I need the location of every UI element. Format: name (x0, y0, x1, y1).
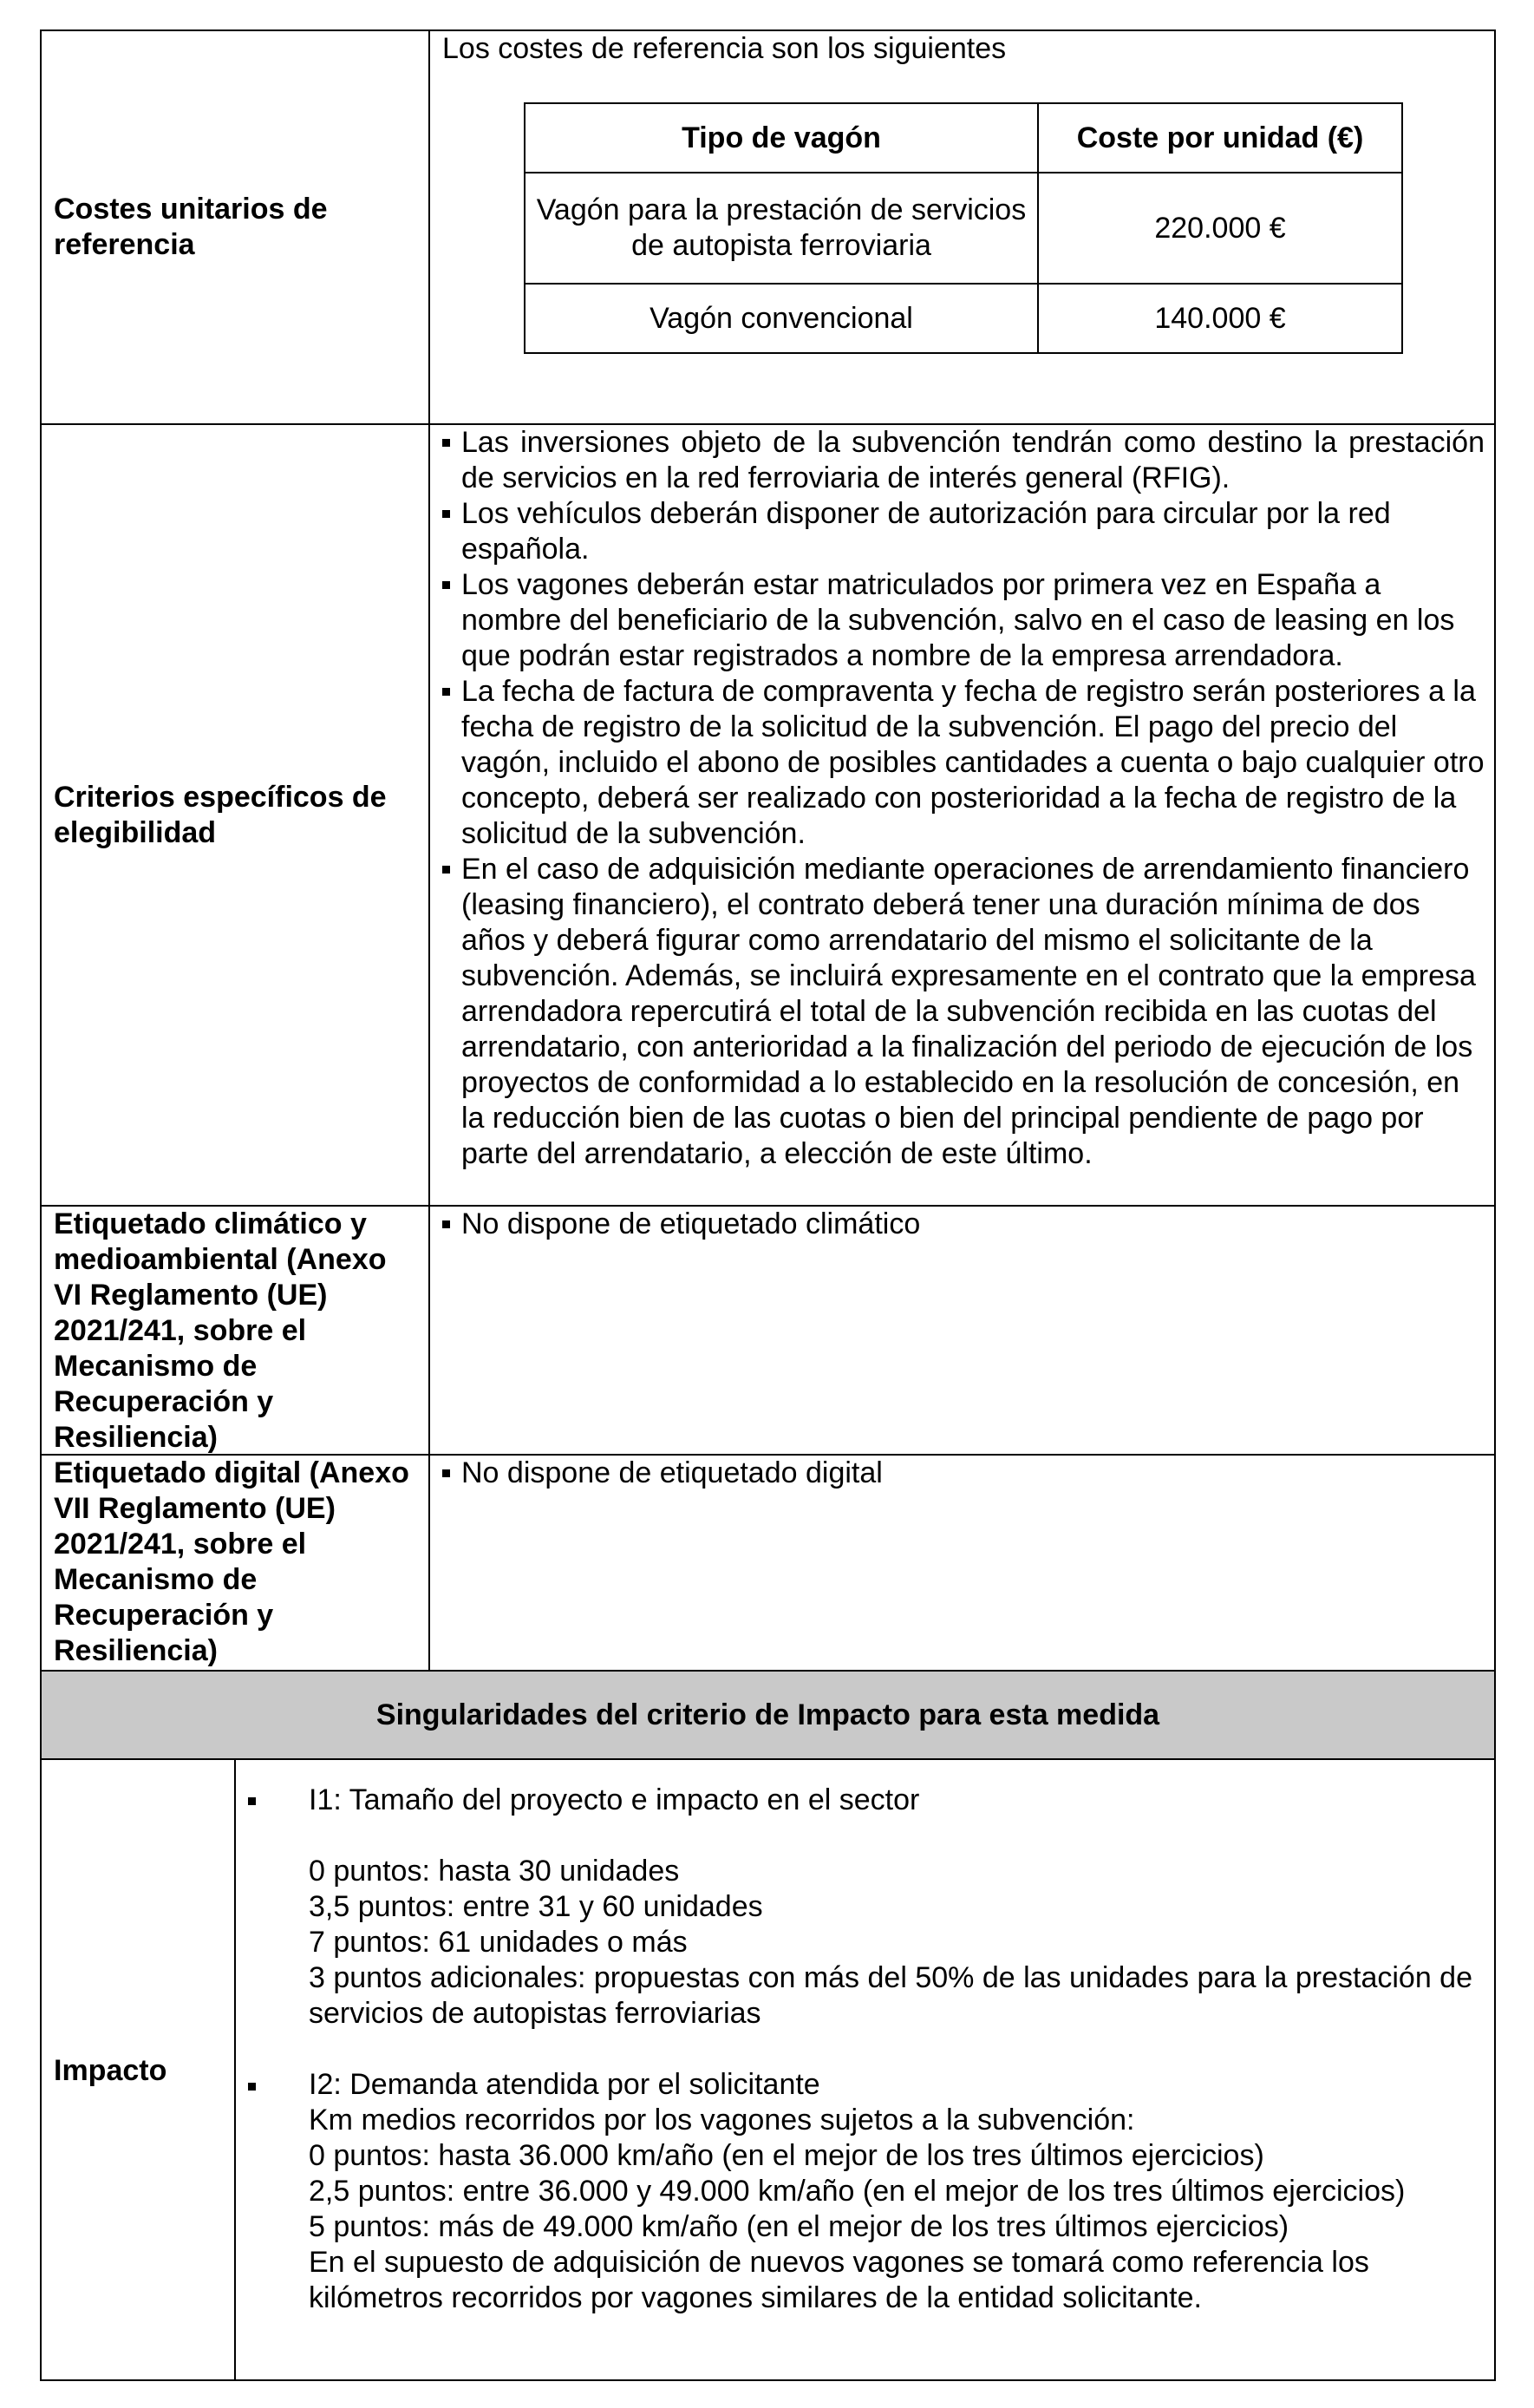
list-item: La fecha de factura de compraventa y fecha de registro serán posteriores a la fecha de registro de la solicitud de la subvención. El pago del precio del vagón, incluido el abono de posibles cantidades a cuenta o bajo cualquier otro concepto, deberá ser realizado con posterioridad a la fecha de registro de la solicitud de la subvención. (442, 674, 1485, 852)
list-item: No dispone de etiquetado climático (442, 1207, 1485, 1242)
i1-line: 3 puntos adicionales: propuestas con más del 50% de las unidades para la prestación de servicios de autopistas ferroviarias (309, 1961, 1472, 2030)
list-item: Los vehículos deberán disponer de autorización para circular por la red española. (442, 496, 1485, 567)
costes-label (54, 31, 418, 423)
digital-label-text: Etiquetado digital (Anexo VII Reglamento (UE) 2021/241, sobre el Mecanismo de Recuperación y Resiliencia) (54, 1456, 409, 1667)
cell-coste: 140.000 € (1038, 284, 1402, 353)
list-item: No dispone de etiquetado digital (442, 1456, 1485, 1491)
costes-intro (442, 31, 1483, 67)
climatico-label (54, 1207, 418, 1456)
i2-line: En el supuesto de adquisición de nuevos vagones se tomará como referencia los kilómetros recorridos por vagones similares de la entidad solicitante. (309, 2246, 1369, 2314)
i2-line: 0 puntos: hasta 36.000 km/año (en el mejor de los tres últimos ejercicios) (309, 2139, 1264, 2172)
bullet-icon (248, 1797, 256, 1805)
impacto-i2 (309, 2067, 1488, 2316)
cell-coste: 220.000 € (1038, 173, 1402, 284)
i2-line: 2,5 puntos: entre 36.000 y 49.000 km/año (en el mejor de los tres últimos ejercicios) (309, 2175, 1406, 2208)
criterios-label (54, 425, 418, 1205)
climatico-label-text: Etiquetado climático y medioambiental (Anexo VI Reglamento (UE) 2021/241, sobre el Mecanismo de Recuperación y Resiliencia) (54, 1207, 387, 1454)
criterios-content (442, 425, 1485, 1172)
costes-intro-text: Los costes de referencia son los siguientes (442, 32, 1007, 65)
i1-line: 0 puntos: hasta 30 unidades (309, 1855, 680, 1888)
reference-costs-table (524, 102, 1403, 354)
climatico-content (442, 1207, 1485, 1242)
list-item: En el caso de adquisición mediante operaciones de arrendamiento financiero (leasing financiero), el contrato deberá tener una duración mínima de dos años y deberá figurar como arrendatario del mismo el solicitante de la subvención. Además, se incluirá expresamente en el contrato que la empresa arrendadora repercutirá el total de la subvención recibida en las cuotas del arrendatario, con anterioridad a la finalización del periodo de ejecución de los proyectos de conformidad a lo establecido en la resolución de concesión, en la reducción bien de las cuotas o bien del principal pendiente de pago por parte del arrendatario, a elección de este último. (442, 852, 1485, 1172)
column-divider (428, 29, 430, 1672)
column-divider (234, 1758, 236, 2381)
i2-line: Km medios recorridos por los vagones sujetos a la subvención: (309, 2104, 1135, 2136)
costes-label-text: Costes unitarios de referencia (54, 193, 328, 261)
criterios-label-text: Criterios específicos de elegibilidad (54, 780, 387, 849)
section-title-text: Singularidades del criterio de Impacto para esta medida (375, 1698, 1160, 1731)
spacer (309, 1818, 1488, 1854)
i2-title: I2: Demanda atendida por el solicitante (309, 2068, 820, 2101)
digital-label (54, 1456, 418, 1669)
header-tipo-vagon: Tipo de vagón (525, 103, 1038, 173)
bullet-icon (248, 2083, 256, 2091)
i1-title: I1: Tamaño del proyecto e impacto en el sector (309, 1783, 920, 1816)
table-row (525, 173, 1402, 284)
impacto-i1 (309, 1783, 1488, 2032)
i1-line: 3,5 puntos: entre 31 y 60 unidades (309, 1890, 763, 1923)
impacto-label-text: Impacto (54, 2053, 167, 2087)
criterios-list (442, 425, 1485, 1172)
cell-tipo: Vagón convencional (525, 284, 1038, 353)
digital-content (442, 1456, 1485, 1491)
header-coste-unidad: Coste por unidad (€) (1038, 103, 1402, 173)
cell-tipo: Vagón para la prestación de servicios de autopista ferroviaria (525, 173, 1038, 284)
list-item: Los vagones deberán estar matriculados por primera vez en España a nombre del beneficiario de la subvención, salvo en el caso de leasing en los que podrán estar registrados a nombre de la empresa arrendadora. (442, 567, 1485, 674)
row-divider (40, 1758, 1496, 1760)
list-item: Las inversiones objeto de la subvención tendrán como destino la prestación de servicios en la red ferroviaria de interés general (RFIG). (442, 425, 1485, 496)
impacto-label (54, 1760, 227, 2381)
digital-list (442, 1456, 1485, 1491)
section-title (42, 1672, 1494, 1758)
i1-line: 7 puntos: 61 unidades o más (309, 1926, 688, 1959)
climatico-list (442, 1207, 1485, 1242)
table-row (525, 284, 1402, 353)
i2-line: 5 puntos: más de 49.000 km/año (en el mejor de los tres últimos ejercicios) (309, 2210, 1289, 2243)
table-header-row (525, 103, 1402, 173)
